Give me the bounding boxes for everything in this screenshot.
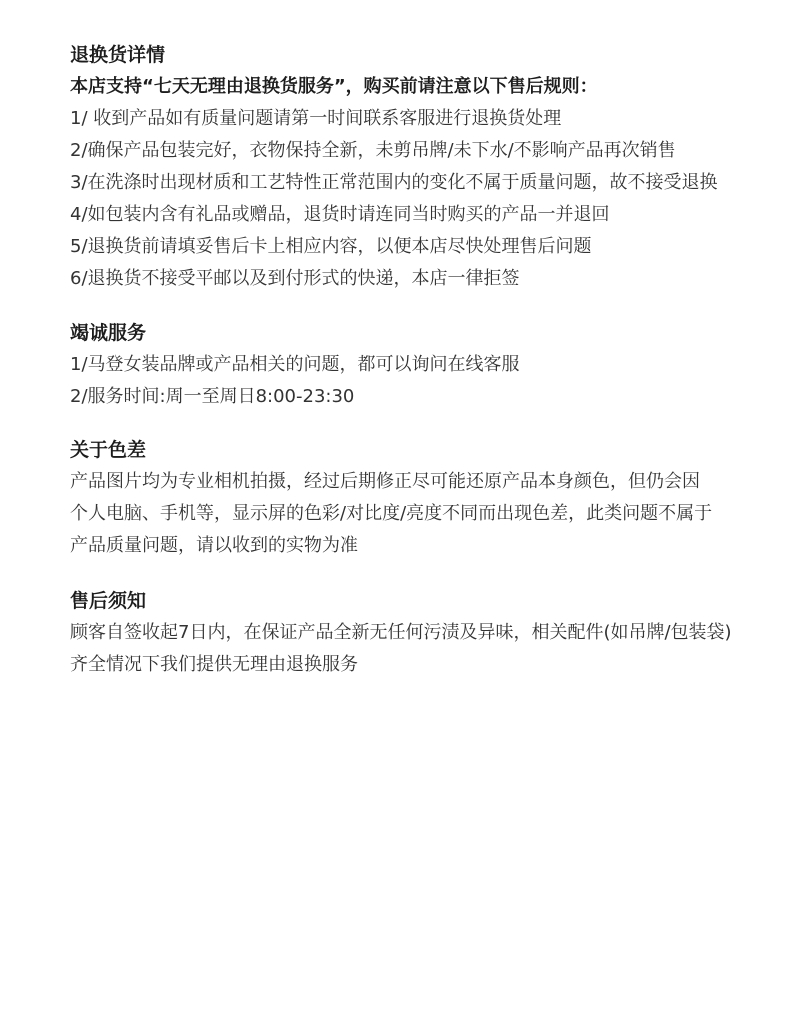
after-sales-notice-title: 售后须知 (70, 590, 147, 612)
return-exchange-details-section (70, 39, 790, 295)
return-rule-item: 3/在洗涤时出现材质和工艺特性正常范围内的变化不属于质量问题，故不接受退换 (70, 172, 718, 193)
return-rule-item: 5/退换货前请填妥售后卡上相应内容，以便本店尽快处理售后问题 (70, 236, 592, 257)
color-difference-text-line: 产品图片均为专业相机拍摄，经过后期修正尽可能还原产品本身颜色，但仍会因 (70, 471, 700, 492)
sincere-service-section (70, 317, 790, 413)
after-sales-notice-text-line: 齐全情况下我们提供无理由退换服务 (70, 654, 358, 675)
color-difference-title: 关于色差 (70, 439, 147, 461)
return-rule-item: 6/退换货不接受平邮以及到付形式的快递，本店一律拒签 (70, 268, 520, 289)
after-sales-notice-text-line: 顾客自签收起7日内，在保证产品全新无任何污渍及异味，相关配件(如吊牌/包装袋) (70, 622, 732, 643)
after-sales-notice-section (70, 585, 790, 681)
return-exchange-details-title: 退换货详情 (70, 44, 166, 66)
return-policy-intro: 本店支持“七天无理由退换货服务”，购买前请注意以下售后规则： (70, 76, 598, 97)
color-difference-text-line: 产品质量问题，请以收到的实物为准 (70, 535, 358, 556)
color-difference-text-line: 个人电脑、手机等，显示屏的色彩/对比度/亮度不同而出现色差，此类问题不属于 (70, 503, 713, 524)
sincere-service-title: 竭诚服务 (70, 322, 147, 344)
service-item: 1/马登女装品牌或产品相关的问题，都可以询问在线客服 (70, 354, 520, 375)
return-rule-item: 4/如包装内含有礼品或赠品，退货时请连同当时购买的产品一并退回 (70, 204, 610, 225)
service-item: 2/服务时间:周一至周日8:00-23:30 (70, 386, 355, 407)
return-rule-item: 1/ 收到产品如有质量问题请第一时间联系客服进行退换货处理 (70, 108, 562, 129)
color-difference-section (70, 434, 790, 562)
return-rule-item: 2/确保产品包装完好，衣物保持全新，未剪吊牌/未下水/不影响产品再次销售 (70, 140, 676, 161)
